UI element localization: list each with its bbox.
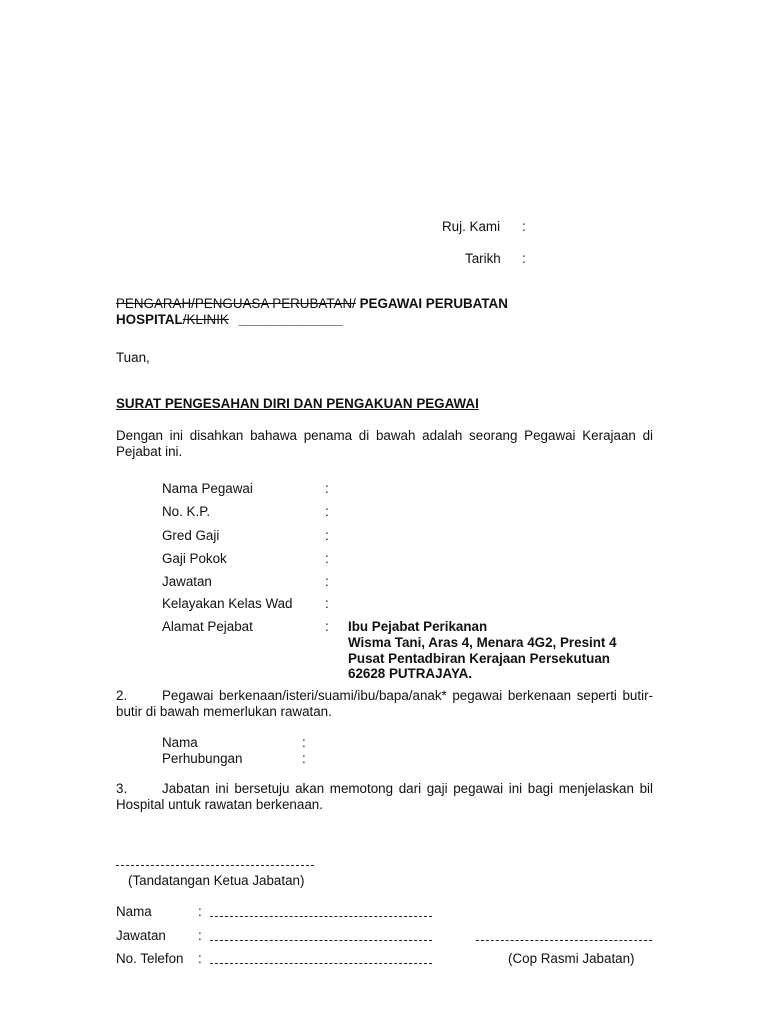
field-colon: : (198, 928, 202, 943)
date-colon: : (522, 251, 526, 266)
field-colon: : (325, 528, 329, 543)
field-label-nama-pegawai: Nama Pegawai (162, 481, 253, 496)
addressee-hospital: HOSPITAL (116, 312, 183, 327)
addressee-title: PEGAWAI PERUBATAN (355, 296, 508, 311)
stamp-caption: (Cop Rasmi Jabatan) (508, 951, 635, 966)
field-colon: : (302, 735, 306, 750)
letter-subject: SURAT PENGESAHAN DIRI DAN PENGAKUAN PEGAWAI (116, 396, 479, 411)
paragraph-3-text: Jabatan ini bersetuju akan memotong dari gaji pegawai ini bagi menjelaskan bil Hospital untuk rawatan berkenaan. (116, 781, 653, 812)
address-line: Wisma Tani, Aras 4, Menara 4G2, Presint 4 (348, 635, 617, 650)
signer-telefon-line (210, 963, 432, 964)
field-label-jawatan: Jawatan (162, 574, 212, 589)
signature-line (116, 865, 314, 866)
paragraph-2 (116, 688, 653, 720)
signer-label-nama: Nama (116, 904, 152, 919)
signer-label-no-telefon: No. Telefon (116, 951, 184, 966)
paragraph-3 (116, 781, 653, 813)
paragraph-2-text: Pegawai berkenaan/isteri/suami/ibu/bapa/anak* pegawai berkenaan seperti butir-butir di bawah memerlukan rawatan. (116, 688, 653, 719)
field-label-kelayakan-kelas-wad: Kelayakan Kelas Wad (162, 596, 293, 611)
signer-label-jawatan: Jawatan (116, 928, 166, 943)
stamp-line (476, 940, 652, 941)
field-colon: : (325, 551, 329, 566)
patient-label-perhubungan: Perhubungan (162, 751, 243, 766)
addressee-struck-title: PENGARAH/PENGUASA PERUBATAN/ (116, 296, 356, 311)
paragraph-number: 3. (116, 781, 128, 796)
field-label-gaji-pokok: Gaji Pokok (162, 551, 227, 566)
field-colon: : (302, 751, 306, 766)
signature-caption: (Tandatangan Ketua Jabatan) (128, 873, 305, 888)
addressee-blank: ______________ (238, 312, 343, 327)
patient-label-nama: Nama (162, 735, 198, 750)
field-colon: : (325, 619, 329, 634)
ref-colon: : (522, 219, 526, 234)
field-label-no-kp: No. K.P. (162, 504, 211, 519)
field-colon: : (325, 481, 329, 496)
field-colon: : (198, 951, 202, 966)
paragraph-number: 2. (116, 688, 128, 703)
address-line: 62628 PUTRAJAYA. (348, 666, 473, 681)
addressee-line-2 (116, 312, 343, 327)
intro-paragraph: Dengan ini disahkan bahawa penama di bawah adalah seorang Pegawai Kerajaan di Pejabat ini. (116, 428, 653, 459)
ref-label: Ruj. Kami (442, 219, 501, 234)
signer-jawatan-line (210, 940, 432, 941)
field-colon: : (325, 596, 329, 611)
signer-nama-line (210, 916, 432, 917)
address-line: Pusat Pentadbiran Kerajaan Persekutuan (348, 651, 610, 666)
address-line: Ibu Pejabat Perikanan (348, 619, 488, 634)
date-label: Tarikh (465, 251, 501, 266)
field-label-gred-gaji: Gred Gaji (162, 528, 220, 543)
field-colon: : (325, 574, 329, 589)
salutation: Tuan, (116, 350, 150, 365)
field-colon: : (325, 504, 329, 519)
addressee-line-1 (116, 296, 508, 311)
addressee-struck-klinik: /KLINIK (182, 312, 229, 327)
field-colon: : (198, 904, 202, 919)
field-label-alamat-pejabat: Alamat Pejabat (162, 619, 253, 634)
